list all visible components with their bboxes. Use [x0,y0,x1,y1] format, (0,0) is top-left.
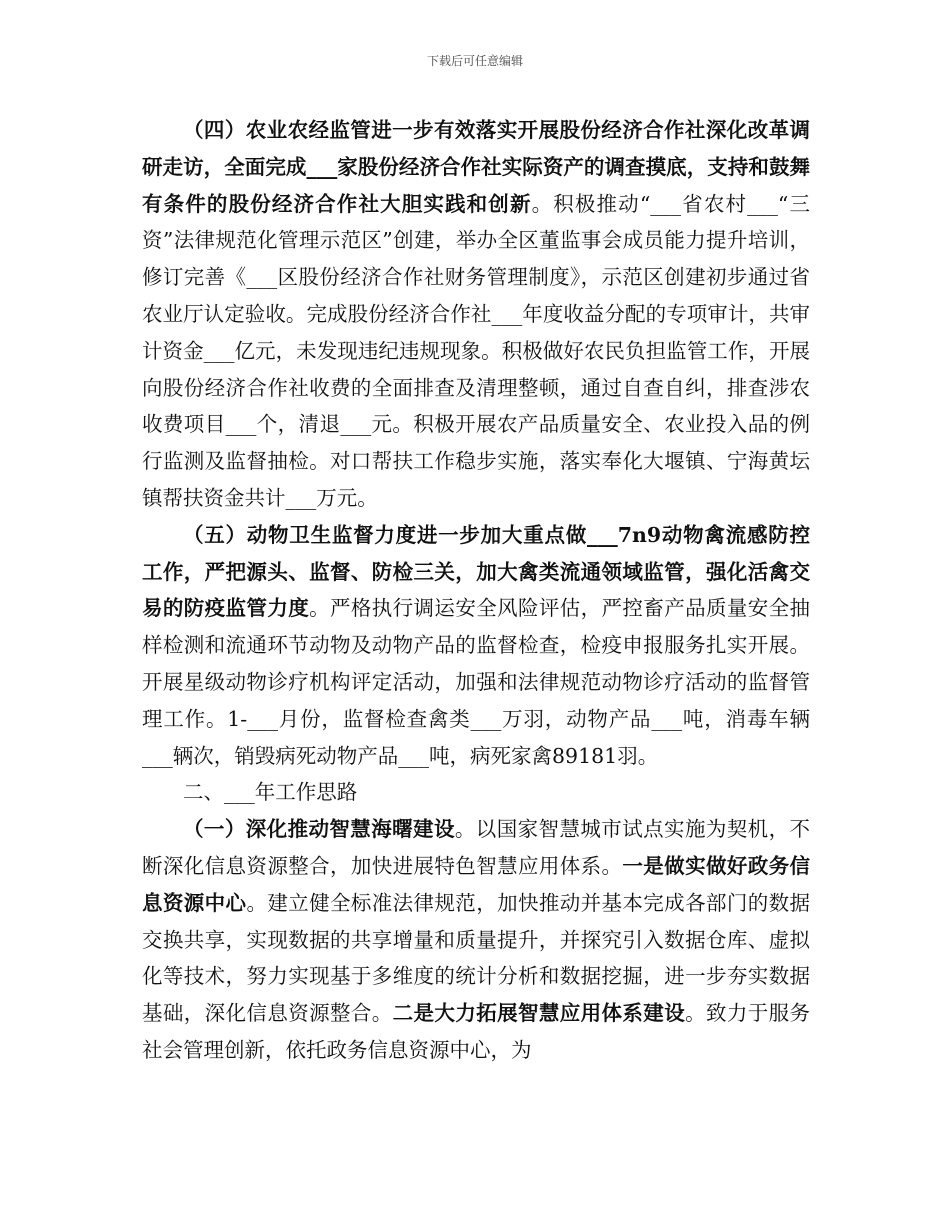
paragraph-agriculture-text: 。积极推动“___省农村___“三资”法律规范化管理示范区”创建，举办全区董监事会成员能力提升培训，修订完善《___区股份经济合作社财务管理制度》，示范区创建初步通过省农业厅认定验收。完成股份经济合作社___年度收益分配的专项审计，共审计资金___亿元，未发现违纪违规现象。积极做好农民负担监管工作，开展向股份经济合作社收费的全面排查及清理整顿，通过自查自纠，排查涉农收费项目___个，清退___元。积极开展农产品质量安全、农业投入品的例行监测及监督抽检。对口帮扶工作稳步实施，落实奉化大堰镇、宁海黄坛镇帮扶资金共计___万元。 [142,191,810,510]
smart-city-text-2: 。建立健全标准法律规范，加快推动并基本完成各部门的数据交换共享，实现数据的共享增量和质量提升，并探究引入数据仓库、虚拟化等技术，努力实现基于多维度的统计分析和数据挖掘，进一步夯实数据基础，深化信息资源整合。 [142,890,811,1026]
paragraph-agriculture-lead: （四）农业农经监管进一步有效落实开展股份经济合作社深化改革调研走访，全面完成___家股份经济合作社实际资产的调查摸底，支持和鼓舞有条件的股份经济合作社大胆实践和创新 [142,118,810,216]
smart-city-point-1: 一是做实做好政务信息资源中心 [142,853,811,915]
smart-city-point-2: 二是大力拓展智慧应用体系建设 [392,1001,686,1026]
page-header: 下载后可任意编辑 [426,54,523,68]
paragraph-animal-health [142,517,810,775]
smart-city-text-1: 。以国家智慧城市试点实施为契机，不断深化信息资源整合，加快进展特色智慧应用体系。 [142,817,811,878]
paragraph-animal-health-lead: （五）动物卫生监督力度进一步加大重点做___7n9动物禽流感防控工作，严把源头、监督、防检三关，加大禽类流通领域监管，强化活禽交易的防疫监管力度 [142,522,810,621]
smart-city-lead: （一）深化推动智慧海曙建设 [183,817,455,842]
document-body [142,112,810,1069]
paragraph-animal-health-text: 。严格执行调运安全风险评估，严控畜产品质量安全抽样检测和流通环节动物及动物产品的监督检查，检疫申报服务扎实开展。开展星级动物诊疗机构评定活动，加强和法律规范动物诊疗活动的监督管理工作。1-___月份，监督检查禽类___万羽，动物产品___吨，消毒车辆___辆次，销毁病死动物产品___吨，病死家禽89181羽。 [142,596,811,768]
section-heading: 二、___年工作思路 [183,780,358,805]
paragraph-agriculture [142,112,810,517]
paragraph-smart-city [142,811,810,1069]
smart-city-text-3: 。致力于服务社会管理创新，依托政务信息资源中心，为 [142,1001,811,1062]
